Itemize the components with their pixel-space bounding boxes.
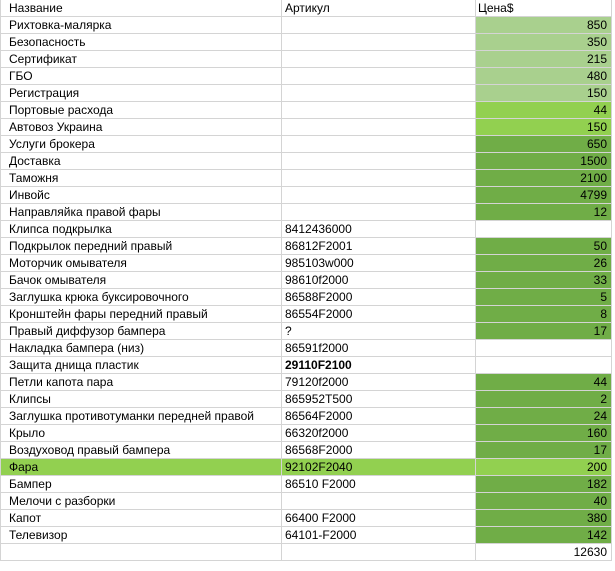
price-cell[interactable] (476, 221, 612, 238)
article-cell[interactable] (282, 68, 476, 85)
name-cell[interactable]: Портовые расхода (0, 102, 282, 119)
price-cell[interactable]: 215 (476, 51, 612, 68)
price-cell[interactable]: 1500 (476, 153, 612, 170)
article-cell[interactable]: 86812F2001 (282, 238, 476, 255)
name-cell[interactable]: Бачок омывателя (0, 272, 282, 289)
name-cell[interactable]: Инвойс (0, 187, 282, 204)
article-cell[interactable]: 86591f2000 (282, 340, 476, 357)
table-row (0, 323, 615, 340)
name-cell[interactable]: Направляйка правой фары (0, 204, 282, 221)
article-cell[interactable] (282, 153, 476, 170)
price-cell[interactable] (476, 340, 612, 357)
article-cell[interactable]: 865952T500 (282, 391, 476, 408)
name-cell[interactable]: Заглушка крюка буксировочного (0, 289, 282, 306)
name-cell[interactable]: Услуги брокера (0, 136, 282, 153)
article-cell[interactable]: 64101-F2000 (282, 527, 476, 544)
price-cell[interactable]: 380 (476, 510, 612, 527)
article-cell[interactable]: 86564F2000 (282, 408, 476, 425)
article-cell[interactable]: 86588F2000 (282, 289, 476, 306)
price-cell[interactable]: 8 (476, 306, 612, 323)
total-row (0, 544, 615, 561)
name-cell[interactable]: Кронштейн фары передний правый (0, 306, 282, 323)
name-cell[interactable]: Клипсы (0, 391, 282, 408)
name-cell[interactable]: Накладка бампера (низ) (0, 340, 282, 357)
table-row (0, 187, 615, 204)
table-row (0, 102, 615, 119)
article-cell[interactable]: 66320f2000 (282, 425, 476, 442)
price-cell[interactable]: 17 (476, 442, 612, 459)
article-cell[interactable] (282, 204, 476, 221)
price-cell[interactable] (476, 357, 612, 374)
name-cell[interactable]: Сертификат (0, 51, 282, 68)
price-cell[interactable]: 350 (476, 34, 612, 51)
table-row (0, 408, 615, 425)
name-cell[interactable]: Капот (0, 510, 282, 527)
price-cell[interactable]: 150 (476, 119, 612, 136)
name-cell[interactable]: Автовоз Украина (0, 119, 282, 136)
article-cell[interactable]: 29110F2100 (282, 357, 476, 374)
table-row (0, 17, 615, 34)
name-cell[interactable]: Подкрылок передний правый (0, 238, 282, 255)
name-cell[interactable]: ГБО (0, 68, 282, 85)
name-cell[interactable]: Рихтовка-малярка (0, 17, 282, 34)
article-cell[interactable] (282, 493, 476, 510)
article-cell[interactable]: 92102F2040 (282, 459, 476, 476)
price-cell[interactable]: 44 (476, 102, 612, 119)
name-cell[interactable]: Безопасность (0, 34, 282, 51)
article-cell[interactable] (282, 51, 476, 68)
table-row (0, 51, 615, 68)
header-name-cell[interactable]: Название (0, 0, 282, 17)
name-cell[interactable]: Защита днища пластик (0, 357, 282, 374)
table-row (0, 272, 615, 289)
name-cell[interactable]: Заглушка противотуманки передней правой (0, 408, 282, 425)
name-cell[interactable]: Моторчик омывателя (0, 255, 282, 272)
name-cell[interactable]: Крыло (0, 425, 282, 442)
price-cell[interactable]: 17 (476, 323, 612, 340)
article-cell[interactable] (282, 187, 476, 204)
table-row (0, 221, 615, 238)
article-cell[interactable]: 86568F2000 (282, 442, 476, 459)
table-row (0, 136, 615, 153)
article-cell[interactable] (282, 34, 476, 51)
price-cell[interactable]: 150 (476, 85, 612, 102)
table-row (0, 442, 615, 459)
price-cell[interactable]: 2 (476, 391, 612, 408)
table-row (0, 510, 615, 527)
header-article-cell[interactable]: Артикул (282, 0, 476, 17)
total-value-cell[interactable]: 12630 (476, 544, 612, 561)
table-row (0, 527, 615, 544)
table-row (0, 289, 615, 306)
name-cell[interactable]: Воздуховод правый бампера (0, 442, 282, 459)
table-row (0, 459, 615, 476)
article-cell[interactable] (282, 136, 476, 153)
table-row (0, 119, 615, 136)
price-cell[interactable]: 182 (476, 476, 612, 493)
table-row (0, 476, 615, 493)
price-cell[interactable]: 480 (476, 68, 612, 85)
table-row (0, 68, 615, 85)
table-row (0, 425, 615, 442)
name-cell[interactable]: Правый диффузор бампера (0, 323, 282, 340)
total-empty-cell[interactable] (282, 544, 476, 561)
table-row (0, 357, 615, 374)
name-cell[interactable]: Бампер (0, 476, 282, 493)
price-cell[interactable]: 40 (476, 493, 612, 510)
table-row (0, 306, 615, 323)
name-cell[interactable]: Петли капота пара (0, 374, 282, 391)
table-row (0, 374, 615, 391)
article-cell[interactable]: 66400 F2000 (282, 510, 476, 527)
price-cell[interactable]: 12 (476, 204, 612, 221)
article-cell[interactable] (282, 85, 476, 102)
table-body (0, 17, 615, 544)
price-cell[interactable]: 50 (476, 238, 612, 255)
table-row (0, 85, 615, 102)
table-row (0, 204, 615, 221)
price-cell[interactable]: 4799 (476, 187, 612, 204)
article-cell[interactable] (282, 170, 476, 187)
price-cell[interactable]: 2100 (476, 170, 612, 187)
price-cell[interactable]: 24 (476, 408, 612, 425)
name-cell[interactable]: Регистрация (0, 85, 282, 102)
price-cell[interactable]: 850 (476, 17, 612, 34)
table-row (0, 238, 615, 255)
price-cell[interactable]: 26 (476, 255, 612, 272)
article-cell[interactable] (282, 119, 476, 136)
article-cell[interactable] (282, 102, 476, 119)
article-cell[interactable]: 86510 F2000 (282, 476, 476, 493)
article-cell[interactable]: 8412436000 (282, 221, 476, 238)
name-cell[interactable]: Клипса подкрылка (0, 221, 282, 238)
article-cell[interactable]: 98610f2000 (282, 272, 476, 289)
total-empty-cell[interactable] (0, 544, 282, 561)
article-cell[interactable] (282, 17, 476, 34)
table-row (0, 34, 615, 51)
article-cell[interactable]: 79120f2000 (282, 374, 476, 391)
price-cell[interactable]: 5 (476, 289, 612, 306)
table-row (0, 340, 615, 357)
name-cell[interactable]: Доставка (0, 153, 282, 170)
price-cell[interactable]: 142 (476, 527, 612, 544)
table-row (0, 391, 615, 408)
table-row (0, 255, 615, 272)
name-cell[interactable]: Таможня (0, 170, 282, 187)
header-row (0, 0, 615, 17)
article-cell[interactable]: 985103w000 (282, 255, 476, 272)
table-row (0, 170, 615, 187)
name-cell[interactable]: Фара (0, 459, 282, 476)
price-cell[interactable]: 160 (476, 425, 612, 442)
price-cell[interactable]: 33 (476, 272, 612, 289)
table-row (0, 153, 615, 170)
price-cell[interactable]: 650 (476, 136, 612, 153)
article-cell[interactable]: 86554F2000 (282, 306, 476, 323)
article-cell[interactable]: ? (282, 323, 476, 340)
name-cell[interactable]: Мелочи с разборки (0, 493, 282, 510)
price-cell[interactable]: 44 (476, 374, 612, 391)
table-row (0, 493, 615, 510)
price-cell[interactable]: 200 (476, 459, 612, 476)
header-price-cell[interactable]: Цена$ (476, 0, 612, 17)
name-cell[interactable]: Телевизор (0, 527, 282, 544)
